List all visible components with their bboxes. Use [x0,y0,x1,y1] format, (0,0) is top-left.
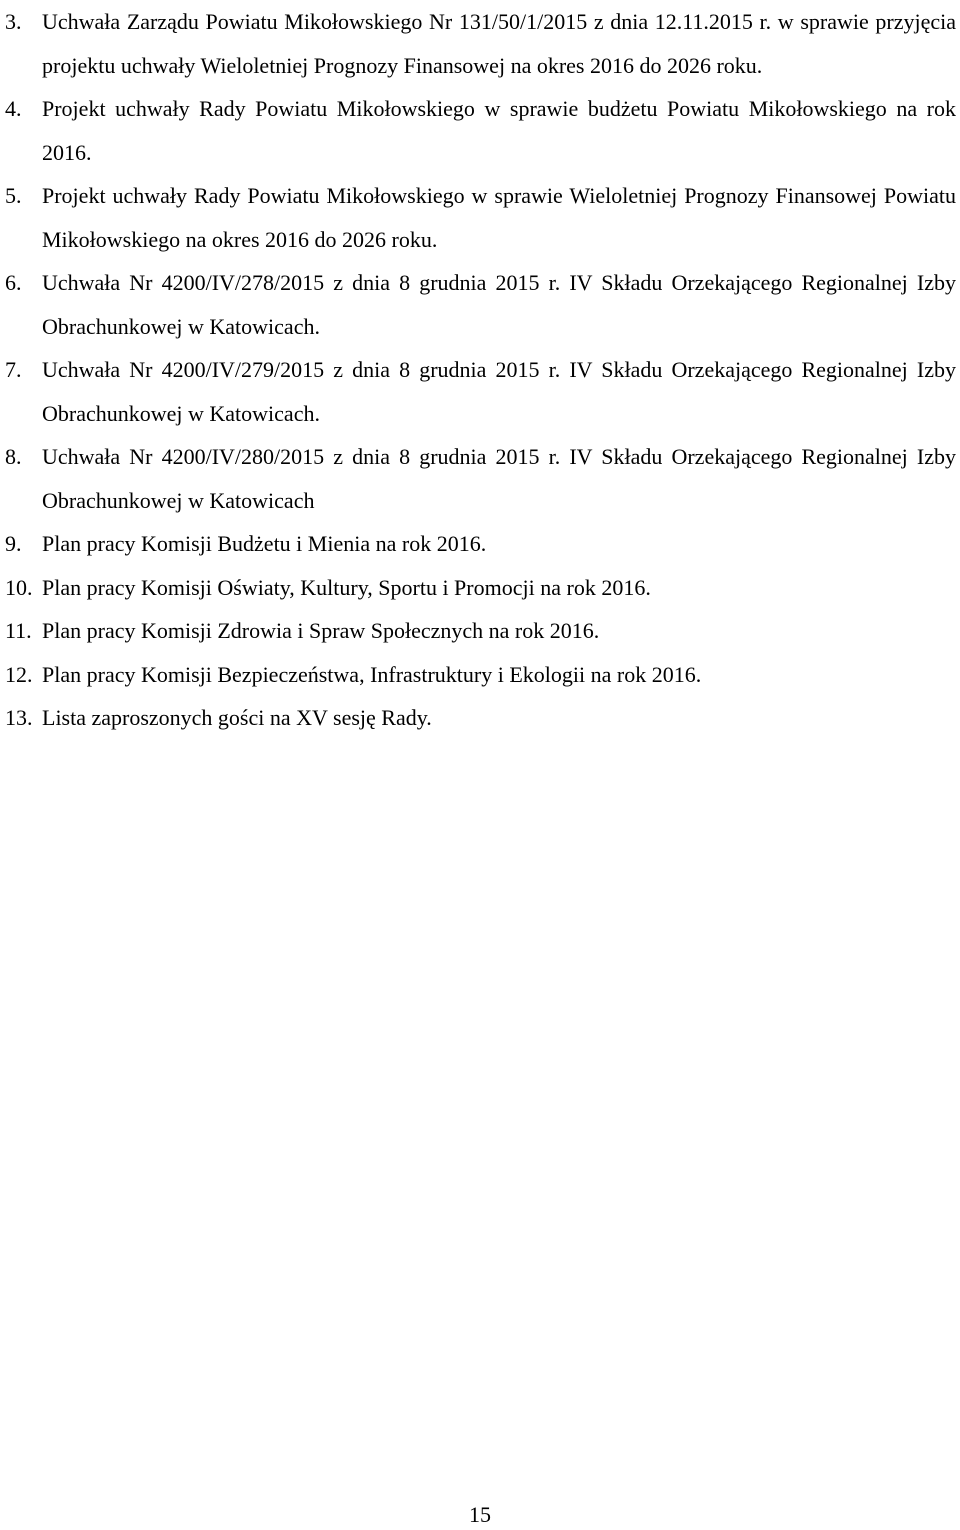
item-number: 9. [5,531,22,556]
agenda-list [0,0,960,740]
list-item [0,174,960,261]
item-text: Uchwała Zarządu Powiatu Mikołowskiego Nr 131/50/1/2015 z dnia 12.11.2015 r. w sprawie przyjęcia projektu uchwały Wieloletniej Prognozy Finansowej na okres 2016 do 2026 roku. [42,9,956,78]
item-text: Plan pracy Komisji Zdrowia i Spraw Społecznych na rok 2016. [42,618,600,643]
list-item [0,435,960,522]
list-item [0,653,960,697]
item-text: Projekt uchwały Rady Powiatu Mikołowskiego w sprawie Wieloletniej Prognozy Finansowej Powiatu Mikołowskiego na okres 2016 do 2026 roku. [42,183,956,252]
item-text: Plan pracy Komisji Budżetu i Mienia na rok 2016. [42,531,487,556]
item-text: Uchwała Nr 4200/IV/280/2015 z dnia 8 grudnia 2015 r. IV Składu Orzekającego Regionalnej Izby Obrachunkowej w Katowicach [42,444,956,513]
list-item [0,696,960,740]
item-text: Uchwała Nr 4200/IV/278/2015 z dnia 8 grudnia 2015 r. IV Składu Orzekającego Regionalnej Izby Obrachunkowej w Katowicach. [42,270,956,339]
item-text: Plan pracy Komisji Bezpieczeństwa, Infrastruktury i Ekologii na rok 2016. [42,661,702,687]
item-text: Uchwała Nr 4200/IV/279/2015 z dnia 8 grudnia 2015 r. IV Składu Orzekającego Regionalnej Izby Obrachunkowej w Katowicach. [42,357,956,426]
item-number: 3. [5,9,22,34]
list-item [0,87,960,174]
list-item [0,0,960,87]
list-item [0,566,960,610]
item-text: Projekt uchwały Rady Powiatu Mikołowskiego w sprawie budżetu Powiatu Mikołowskiego na rok 2016. [42,96,956,165]
item-number: 12. [5,661,33,687]
item-number: 6. [5,270,22,295]
item-number: 7. [5,357,22,382]
item-number: 10. [5,574,33,600]
item-number: 8. [5,444,22,469]
item-number: 11. [5,618,32,643]
page-number: 15 [469,1502,491,1527]
item-text: Plan pracy Komisji Oświaty, Kultury, Sportu i Promocji na rok 2016. [42,574,651,600]
item-text: Lista zaproszonych gości na XV sesję Rady. [42,705,432,730]
list-item [0,522,960,566]
list-item [0,348,960,435]
item-number: 4. [5,96,22,121]
item-number: 13. [5,705,33,730]
list-item [0,261,960,348]
item-number: 5. [5,183,22,208]
list-item [0,609,960,653]
